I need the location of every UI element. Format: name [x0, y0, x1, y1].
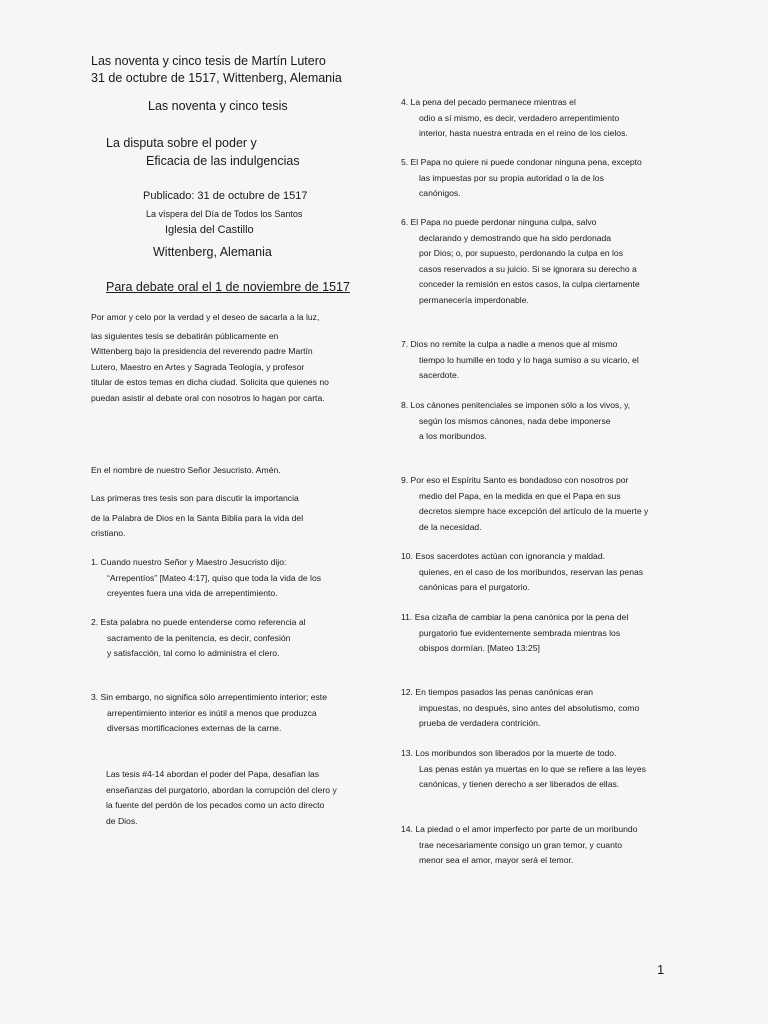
thesis-line: decretos siempre hace excepción del artículo de la muerte y: [419, 506, 649, 516]
thesis-line: por Dios; o, por supuesto, perdonando la culpa en los: [419, 248, 623, 258]
thesis-line: arrepentimiento interior es inútil a menos que produzca: [107, 707, 317, 718]
debate-heading: Para debate oral el 1 de noviembre de 1517: [106, 280, 350, 294]
thesis-line: diversas mortificaciones externas de la carne.: [107, 723, 282, 733]
thesis-14: [401, 822, 637, 869]
intro-line: cristiano.: [91, 528, 126, 538]
thesis-line: medio del Papa, en la medida en que el Papa en sus: [419, 490, 621, 501]
thesis-line: impuestas, no después, sino antes del absolutismo, como: [419, 702, 640, 713]
thesis-8: [401, 398, 630, 445]
page-number: 1: [657, 962, 665, 977]
intro-line: Por amor y celo por la verdad y el deseo de sacarla a la luz,: [91, 312, 320, 322]
thesis-line: 4. La pena del pecado permanece mientras el: [401, 97, 576, 107]
thesis-3: [91, 690, 327, 737]
thesis-10: [401, 549, 643, 596]
thesis-line: tiempo lo humille en todo y lo haga sumiso a su vicario, el: [419, 354, 639, 365]
thesis-line: purgatorio fue evidentemente sembrada mientras los: [419, 627, 621, 638]
eve-line: La víspera del Día de Todos los Santos: [146, 209, 303, 219]
thesis-line: 10. Esos sacerdotes actúan con ignorancia y maldad.: [401, 551, 605, 561]
thesis-line: 3. Sin embargo, no significa sólo arrepentimiento interior; este: [91, 692, 327, 702]
thesis-line: las impuestas por su propia autoridad o la de los: [419, 172, 604, 183]
thesis-line: conceder la remisión en estos casos, la culpa ciertamente: [419, 279, 640, 289]
intro-line: titular de estos temas en dicha ciudad. Solicita que quienes no: [91, 377, 329, 387]
dispute-line1: La disputa sobre el poder y: [106, 136, 257, 150]
thesis-line: interior, hasta nuestra entrada en el reino de los cielos.: [419, 128, 628, 138]
thesis-line: 7. Dios no remite la culpa a nadie a menos que al mismo: [401, 339, 618, 349]
published-date: Publicado: 31 de octubre de 1517: [143, 190, 308, 202]
note-line: la fuente del perdón de los pecados como un acto directo: [106, 800, 325, 810]
note-line: Las tesis #4-14 abordan el poder del Papa, desafían las: [106, 769, 320, 779]
thesis-line: Las penas están ya muertas en lo que se refiere a las leyes: [419, 763, 646, 774]
thesis-line: “Arrepentíos” [Mateo 4:17], quiso que toda la vida de los: [107, 572, 322, 583]
dispute-line2: Eficacia de las indulgencias: [146, 154, 300, 168]
intro-line: Lutero, Maestro en Artes y Sagrada Teología, y profesor: [91, 361, 305, 372]
intro-line: Wittenberg bajo la presidencia del reverendo padre Martín: [91, 346, 313, 356]
thesis-2: [91, 615, 306, 662]
thesis-line: sacerdote.: [419, 370, 460, 380]
thesis-line: 6. El Papa no puede perdonar ninguna culpa, salvo: [401, 217, 597, 227]
thesis-line: creyentes fuera una vida de arrepentimiento.: [107, 588, 278, 598]
intro-line: las siguientes tesis se debatirán públicamente en: [91, 330, 279, 341]
thesis-line: trae necesariamente consigo un gran temor, y cuanto: [419, 839, 623, 850]
thesis-line: quienes, en el caso de los moribundos, reservan las penas: [419, 566, 644, 577]
thesis-line: 13. Los moribundos son liberados por la muerte de todo.: [401, 748, 617, 758]
thesis-12: [401, 685, 639, 732]
thesis-13: [401, 746, 646, 793]
intro-line: Las primeras tres tesis son para discutir la importancia: [91, 493, 299, 503]
thesis-line: de la necesidad.: [419, 521, 482, 532]
note-line: enseñanzas del purgatorio, abordan la corrupción del clero y: [106, 784, 337, 795]
intro-paragraph: [91, 310, 329, 406]
document-title-line2: 31 de octubre de 1517, Wittenberg, Alemania: [91, 71, 342, 85]
thesis-line: 9. Por eso el Espíritu Santo es bondadoso con nosotros por: [401, 475, 629, 485]
thesis-6: [401, 215, 640, 308]
thesis-line: 8. Los cánones penitenciales se imponen sólo a los vivos, y,: [401, 400, 631, 410]
thesis-9: [401, 473, 648, 535]
cover-subtitle: Las noventa y cinco tesis: [148, 99, 288, 113]
city-line: Wittenberg, Alemania: [153, 245, 272, 259]
intro-line: de la Palabra de Dios en la Santa Biblia para la vida del: [91, 512, 304, 523]
thesis-line: menor sea el amor, mayor será el temor.: [419, 855, 574, 865]
thesis-line: sacramento de la penitencia, es decir, confesión: [107, 632, 291, 643]
thesis-1: [91, 555, 321, 602]
thesis-line: 12. En tiempos pasados las penas canónicas eran: [401, 687, 594, 697]
thesis-11: [401, 610, 628, 657]
thesis-5: [401, 155, 642, 202]
first-three-intro: [91, 491, 303, 542]
thesis-line: 11. Esa cizaña de cambiar la pena canónica por la pena del: [401, 612, 629, 622]
invocation: En el nombre de nuestro Señor Jesucristo. Amén.: [91, 465, 281, 475]
church-line: Iglesia del Castillo: [165, 224, 254, 236]
thesis-line: canónigos.: [419, 188, 461, 198]
thesis-line: odio a sí mismo, es decir, verdadero arrepentimiento: [419, 112, 620, 123]
thesis-line: prueba de verdadera contrición.: [419, 718, 541, 728]
thesis-line: y satisfacción, tal como lo administra el clero.: [107, 648, 280, 658]
thesis-line: 5. El Papa no quiere ni puede condonar ninguna pena, excepto: [401, 157, 642, 167]
thesis-line: permanecería imperdonable.: [419, 294, 529, 305]
thesis-line: canónicas, y tienen derecho a ser liberados de ellas.: [419, 779, 620, 789]
note-theses-4-14: [106, 767, 337, 829]
thesis-line: según los mismos cánones, nada debe imponerse: [419, 415, 611, 426]
thesis-line: obispos dormían. [Mateo 13:25]: [419, 643, 540, 653]
thesis-line: 14. La piedad o el amor imperfecto por parte de un moribundo: [401, 824, 638, 834]
note-line: de Dios.: [106, 815, 138, 826]
thesis-line: casos reservados a su juicio. Si se ignorara su derecho a: [419, 263, 637, 274]
thesis-line: 2. Esta palabra no puede entenderse como referencia al: [91, 617, 306, 627]
intro-line: puedan asistir al debate oral con nosotros lo hagan por carta.: [91, 392, 325, 403]
thesis-line: a los moribundos.: [419, 431, 487, 441]
document-title-line1: Las noventa y cinco tesis de Martín Lutero: [91, 54, 326, 68]
thesis-7: [401, 337, 639, 384]
thesis-line: 1. Cuando nuestro Señor y Maestro Jesucristo dijo:: [91, 557, 287, 567]
thesis-line: declarando y demostrando que ha sido perdonada: [419, 232, 612, 243]
thesis-4: [401, 95, 628, 142]
thesis-line: canónicas para el purgatorio.: [419, 582, 530, 592]
